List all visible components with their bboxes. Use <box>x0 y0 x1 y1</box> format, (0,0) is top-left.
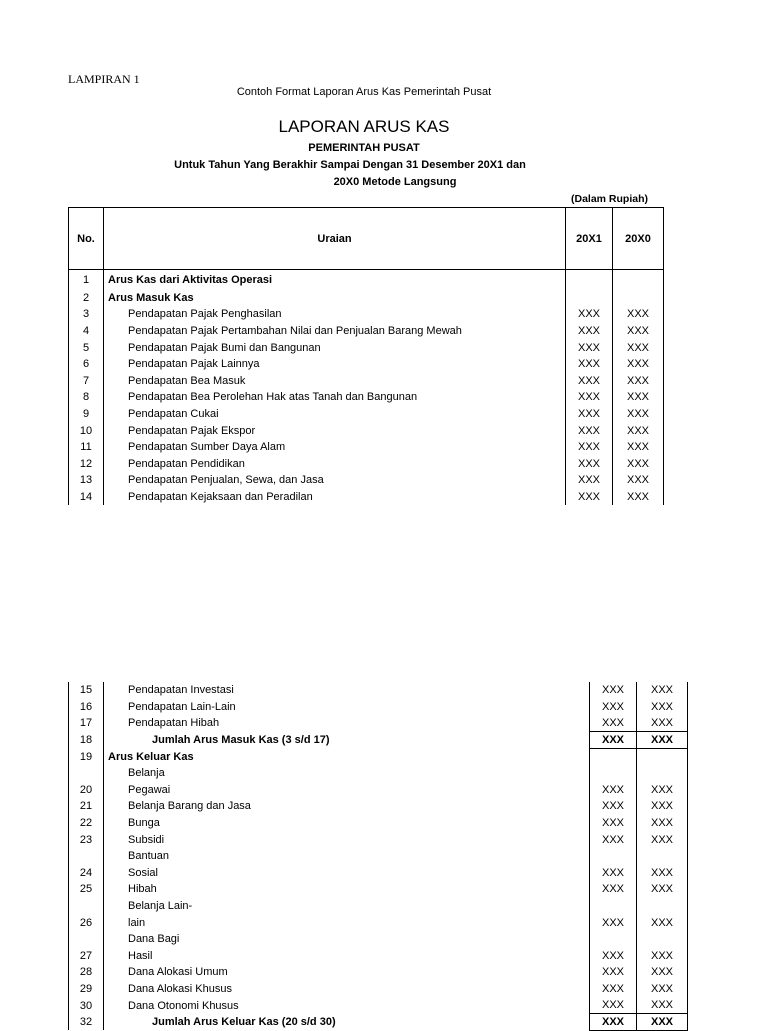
value-20x1: XXX <box>566 455 613 472</box>
value-20x1: XXX <box>590 699 637 716</box>
row-number: 25 <box>69 881 104 898</box>
value-20x0: XXX <box>650 800 673 813</box>
row-number: 10 <box>69 422 104 439</box>
value-20x1 <box>590 765 637 782</box>
value-20x0: XXX <box>650 684 673 697</box>
table-row <box>69 306 664 323</box>
value-20x1: XXX <box>590 914 637 931</box>
row-label: Pendapatan Lain-Lain <box>104 699 590 716</box>
table-body-page-2 <box>69 682 688 1030</box>
value-20x0: XXX <box>626 341 649 354</box>
table-row <box>69 981 688 998</box>
value-20x0: XXX <box>626 358 649 371</box>
cash-flow-table-page-1 <box>68 207 664 505</box>
value-20x0: XXX <box>626 441 649 454</box>
table-row <box>69 455 664 472</box>
row-label: Belanja Lain- <box>104 898 590 915</box>
row-label: Arus Keluar Kas <box>104 748 590 765</box>
currency-unit: (Dalam Rupiah) <box>571 193 649 205</box>
value-20x1: XXX <box>590 964 637 981</box>
value-20x0: XXX <box>650 700 673 713</box>
row-number: 9 <box>69 406 104 423</box>
value-20x0 <box>637 898 688 915</box>
table-body-page-1 <box>69 270 664 506</box>
value-20x0 <box>613 270 664 290</box>
table-row <box>69 748 688 765</box>
table-row <box>69 489 664 506</box>
row-number: 21 <box>69 798 104 815</box>
value-20x1: XXX <box>590 1014 637 1031</box>
col-header-uraian: Uraian <box>104 208 566 270</box>
row-label: Dana Alokasi Khusus <box>104 981 590 998</box>
row-number: 7 <box>69 372 104 389</box>
table-row <box>69 914 688 931</box>
value-20x0 <box>637 848 688 865</box>
row-number: 2 <box>69 290 104 307</box>
row-number: 18 <box>69 732 104 749</box>
value-20x1: XXX <box>590 865 637 882</box>
period-line-2: 20X0 Metode Langsung <box>333 176 457 188</box>
value-20x1: XXX <box>566 422 613 439</box>
row-number: 1 <box>69 270 104 290</box>
value-20x0 <box>637 748 688 765</box>
table-row <box>69 1014 688 1031</box>
row-number: 32 <box>69 1014 104 1031</box>
row-number: 12 <box>69 455 104 472</box>
value-20x0 <box>637 765 688 782</box>
value-20x0: XXX <box>626 407 649 420</box>
table-row <box>69 372 664 389</box>
value-20x0: XXX <box>637 732 688 749</box>
value-20x1: XXX <box>590 948 637 965</box>
col-header-20x1: 20X1 <box>566 208 613 270</box>
row-number <box>69 848 104 865</box>
value-20x1: XXX <box>590 997 637 1014</box>
value-20x1: XXX <box>566 306 613 323</box>
row-label: Bantuan <box>104 848 590 865</box>
row-number: 13 <box>69 472 104 489</box>
row-number: 5 <box>69 339 104 356</box>
report-title: LAPORAN ARUS KAS <box>278 117 450 136</box>
table-header-row <box>69 208 664 270</box>
row-number: 28 <box>69 964 104 981</box>
row-label: Pendapatan Pendidikan <box>104 455 566 472</box>
row-label: Belanja Barang dan Jasa <box>104 798 590 815</box>
value-20x0: XXX <box>626 374 649 387</box>
row-number: 22 <box>69 815 104 832</box>
table-row <box>69 881 688 898</box>
value-20x1 <box>566 290 613 307</box>
value-20x1: XXX <box>566 356 613 373</box>
table-row <box>69 439 664 456</box>
table-row <box>69 323 664 340</box>
entity-name: PEMERINTAH PUSAT <box>308 142 420 154</box>
row-label: Subsidi <box>104 831 590 848</box>
row-label: Jumlah Arus Masuk Kas (3 s/d 17) <box>104 732 590 749</box>
row-number: 6 <box>69 356 104 373</box>
value-20x0: XXX <box>650 783 673 796</box>
row-label: Pegawai <box>104 782 590 799</box>
value-20x1: XXX <box>590 715 637 732</box>
row-number: 27 <box>69 948 104 965</box>
value-20x1: XXX <box>566 472 613 489</box>
value-20x0: XXX <box>650 982 673 995</box>
value-20x0: XXX <box>650 949 673 962</box>
row-label: Pendapatan Pajak Ekspor <box>104 422 566 439</box>
table-row <box>69 389 664 406</box>
row-number: 23 <box>69 831 104 848</box>
col-header-no: No. <box>69 208 104 270</box>
row-label: lain <box>104 914 590 931</box>
row-label: Hasil <box>104 948 590 965</box>
value-20x0: XXX <box>626 457 649 470</box>
row-label: Dana Alokasi Umum <box>104 964 590 981</box>
value-20x0: XXX <box>650 717 673 730</box>
row-label: Dana Bagi <box>104 931 590 948</box>
table-row <box>69 290 664 307</box>
value-20x1: XXX <box>590 782 637 799</box>
period-line-1: Untuk Tahun Yang Berakhir Sampai Dengan 31 Desember 20X1 dan <box>174 159 526 171</box>
row-label: Arus Kas dari Aktivitas Operasi <box>104 270 566 290</box>
value-20x0: XXX <box>626 324 649 337</box>
value-20x1: XXX <box>566 439 613 456</box>
table-row <box>69 831 688 848</box>
row-number: 16 <box>69 699 104 716</box>
row-label: Pendapatan Pajak Penghasilan <box>104 306 566 323</box>
row-label: Belanja <box>104 765 590 782</box>
col-header-20x0: 20X0 <box>613 208 664 270</box>
row-label: Pendapatan Hibah <box>104 715 590 732</box>
value-20x1: XXX <box>566 389 613 406</box>
value-20x1 <box>566 270 613 290</box>
value-20x1: XXX <box>590 881 637 898</box>
value-20x1: XXX <box>590 831 637 848</box>
lampiran-label: LAMPIRAN 1 <box>68 72 140 86</box>
value-20x0: XXX <box>626 474 649 487</box>
value-20x1: XXX <box>566 489 613 506</box>
table-row <box>69 472 664 489</box>
table-row <box>69 948 688 965</box>
row-label: Pendapatan Cukai <box>104 406 566 423</box>
value-20x1: XXX <box>590 815 637 832</box>
table-row <box>69 682 688 699</box>
table-row <box>69 356 664 373</box>
table-row <box>69 798 688 815</box>
value-20x0: XXX <box>650 883 673 896</box>
table-row <box>69 270 664 290</box>
document-subtitle: Contoh Format Laporan Arus Kas Pemerintah Pusat <box>236 86 492 98</box>
row-number: 19 <box>69 748 104 765</box>
row-label: Pendapatan Pajak Pertambahan Nilai dan Penjualan Barang Mewah <box>104 323 566 340</box>
table-row <box>69 406 664 423</box>
table-row <box>69 997 688 1014</box>
value-20x1: XXX <box>590 798 637 815</box>
row-label: Pendapatan Pajak Bumi dan Bangunan <box>104 339 566 356</box>
row-number: 11 <box>69 439 104 456</box>
row-number: 20 <box>69 782 104 799</box>
row-label: Pendapatan Bea Perolehan Hak atas Tanah dan Bangunan <box>104 389 566 406</box>
value-20x0: XXX <box>650 866 673 879</box>
table-row <box>69 732 688 749</box>
row-number: 14 <box>69 489 104 506</box>
value-20x1: XXX <box>590 732 637 749</box>
table-row <box>69 339 664 356</box>
row-number: 26 <box>69 914 104 931</box>
table-row <box>69 765 688 782</box>
row-label: Sosial <box>104 865 590 882</box>
table-row <box>69 715 688 732</box>
value-20x0: XXX <box>650 916 673 929</box>
value-20x0: XXX <box>637 1014 688 1031</box>
row-number: 8 <box>69 389 104 406</box>
value-20x0: XXX <box>626 424 649 437</box>
row-number: 4 <box>69 323 104 340</box>
value-20x1: XXX <box>566 323 613 340</box>
row-number: 15 <box>69 682 104 699</box>
row-number <box>69 898 104 915</box>
row-number: 3 <box>69 306 104 323</box>
row-number: 17 <box>69 715 104 732</box>
value-20x0: XXX <box>626 490 649 503</box>
table-row <box>69 815 688 832</box>
table-row <box>69 848 688 865</box>
value-20x1: XXX <box>566 372 613 389</box>
value-20x1: XXX <box>590 981 637 998</box>
cash-flow-table-page-2 <box>68 682 688 1031</box>
row-label: Hibah <box>104 881 590 898</box>
value-20x1 <box>590 931 637 948</box>
table-row <box>69 699 688 716</box>
row-number: 29 <box>69 981 104 998</box>
value-20x0: XXX <box>650 999 673 1012</box>
row-number <box>69 765 104 782</box>
value-20x0: XXX <box>650 966 673 979</box>
table-row <box>69 931 688 948</box>
value-20x0 <box>613 290 664 307</box>
row-label: Pendapatan Investasi <box>104 682 590 699</box>
table-row <box>69 964 688 981</box>
value-20x0: XXX <box>650 817 673 830</box>
value-20x1: XXX <box>566 406 613 423</box>
value-20x0: XXX <box>626 308 649 321</box>
row-label: Jumlah Arus Keluar Kas (20 s/d 30) <box>104 1014 590 1031</box>
value-20x1: XXX <box>566 339 613 356</box>
table-row <box>69 422 664 439</box>
row-label: Pendapatan Bea Masuk <box>104 372 566 389</box>
row-label: Pendapatan Penjualan, Sewa, dan Jasa <box>104 472 566 489</box>
table-row <box>69 782 688 799</box>
row-label: Pendapatan Kejaksaan dan Peradilan <box>104 489 566 506</box>
value-20x1 <box>590 848 637 865</box>
value-20x0: XXX <box>626 391 649 404</box>
value-20x1 <box>590 898 637 915</box>
table-row <box>69 898 688 915</box>
row-label: Bunga <box>104 815 590 832</box>
row-number: 30 <box>69 997 104 1014</box>
table-row <box>69 865 688 882</box>
row-label: Dana Otonomi Khusus <box>104 997 590 1014</box>
row-label: Arus Masuk Kas <box>104 290 566 307</box>
row-label: Pendapatan Sumber Daya Alam <box>104 439 566 456</box>
row-number <box>69 931 104 948</box>
value-20x0: XXX <box>650 833 673 846</box>
value-20x1: XXX <box>590 682 637 699</box>
row-number: 24 <box>69 865 104 882</box>
value-20x1 <box>590 748 637 765</box>
value-20x0 <box>637 931 688 948</box>
row-label: Pendapatan Pajak Lainnya <box>104 356 566 373</box>
